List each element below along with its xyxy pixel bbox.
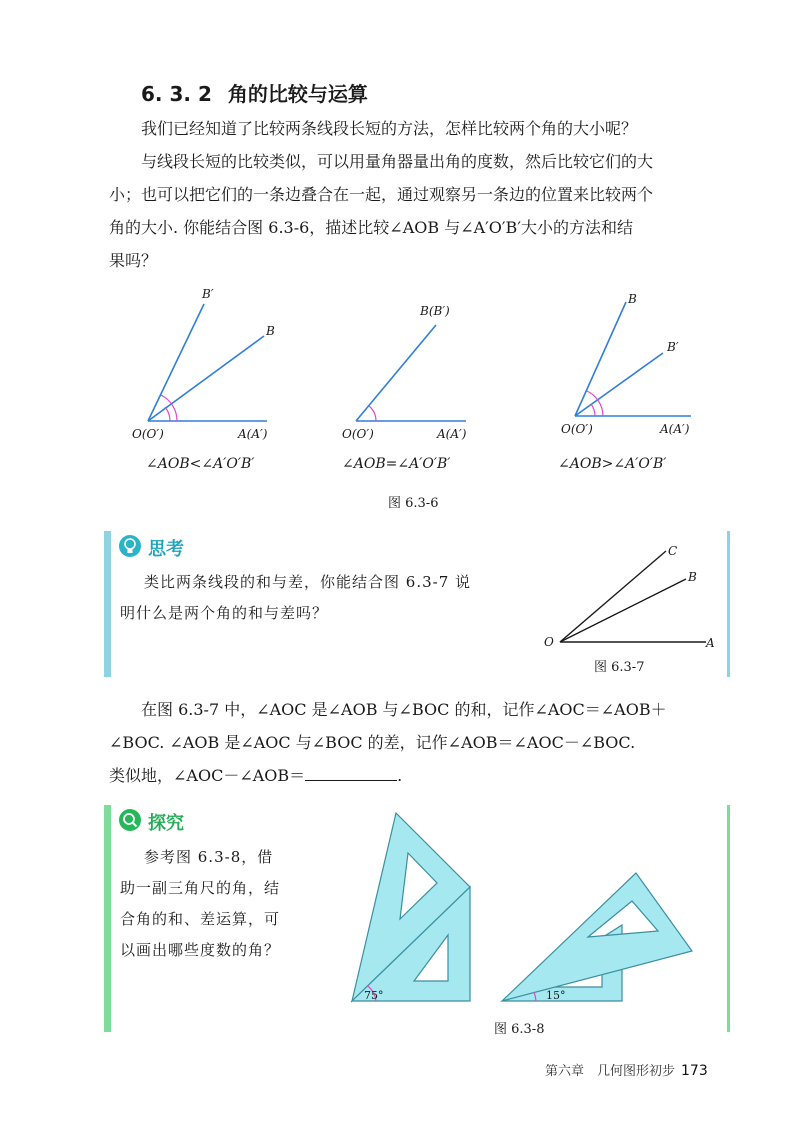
label-b-prime: B′ bbox=[667, 340, 679, 354]
explore-title: 探究 bbox=[148, 813, 184, 834]
paragraph-2-line-3: 角的大小. 你能结合图 6.3-6，描述比较∠AOB 与∠A′O′B′大小的方法和结 bbox=[109, 218, 633, 237]
figure-637 bbox=[534, 537, 719, 657]
label-b-b-prime: B(B′) bbox=[420, 304, 450, 318]
answer-blank[interactable] bbox=[305, 766, 397, 781]
lightbulb-icon bbox=[118, 534, 142, 558]
figure-636-panel-1 bbox=[120, 280, 300, 445]
sum-diff-line-3 bbox=[109, 759, 402, 792]
figure-638-caption: 图 6.3-8 bbox=[494, 1022, 545, 1037]
label-a: A bbox=[706, 636, 715, 650]
set-square-4 bbox=[502, 873, 692, 1001]
paragraph-2-line-1: 与线段长短的比较类似，可以用量角器量出角的度数，然后比较它们的大 bbox=[141, 152, 654, 171]
think-accent-bar bbox=[104, 531, 111, 677]
label-o: O(O′) bbox=[132, 427, 164, 441]
label-o: O bbox=[544, 635, 554, 649]
think-title: 思考 bbox=[148, 539, 184, 560]
think-accent-bar-right bbox=[727, 531, 730, 677]
explore-line-3: 合角的和、差运算，可 bbox=[120, 910, 281, 928]
section-title-text: 角的比较与运算 bbox=[227, 82, 368, 106]
figure-636-caption: 图 6.3-6 bbox=[388, 496, 439, 511]
page-footer bbox=[545, 1060, 708, 1079]
paragraph-2-line-4: 果吗？ bbox=[109, 251, 158, 270]
think-box bbox=[104, 531, 730, 677]
figure-636-panel-2 bbox=[330, 295, 490, 445]
angle-15-label: 15° bbox=[546, 989, 566, 1002]
label-o: O(O′) bbox=[561, 422, 593, 436]
sum-diff-line-2: ∠BOC. ∠AOB 是∠AOC 与∠BOC 的差，记作∠AOB＝∠AOC－∠BOC. bbox=[109, 733, 636, 752]
paragraph-1: 我们已经知道了比较两条线段长短的方法，怎样比较两个角的大小呢？ bbox=[141, 119, 638, 138]
explore-icon bbox=[118, 808, 142, 832]
label-b: B bbox=[266, 324, 275, 338]
figure-638 bbox=[340, 805, 700, 1010]
label-a: A(A′) bbox=[660, 422, 690, 436]
explore-accent-bar bbox=[104, 805, 111, 1032]
sum-diff-line-3-text: 类似地，∠AOC－∠AOB＝ bbox=[109, 766, 306, 785]
compare-panel-3: ∠AOB>∠A′O′B′ bbox=[558, 456, 667, 472]
figure-637-caption: 图 6.3-7 bbox=[594, 660, 645, 675]
section-number: 6. 3. 2 bbox=[141, 82, 212, 106]
explore-line-4: 以画出哪些度数的角？ bbox=[120, 941, 281, 959]
explore-line-2: 助一副三角尺的角，结 bbox=[120, 879, 281, 897]
explore-accent-bar-right bbox=[727, 805, 730, 1032]
figure-636-panel-3 bbox=[548, 285, 708, 445]
label-a: A(A′) bbox=[238, 427, 268, 441]
label-b-prime: B′ bbox=[202, 287, 214, 301]
compare-panel-2: ∠AOB=∠A′O′B′ bbox=[342, 456, 451, 472]
label-o: O(O′) bbox=[342, 427, 374, 441]
compare-panel-1: ∠AOB<∠A′O′B′ bbox=[146, 456, 255, 472]
label-b: B bbox=[628, 292, 637, 306]
explore-line-1: 参考图 6.3-8，借 bbox=[144, 848, 274, 866]
sum-diff-line-1: 在图 6.3-7 中，∠AOC 是∠AOB 与∠BOC 的和，记作∠AOC＝∠AOB＋ bbox=[141, 700, 667, 719]
page-number: 173 bbox=[681, 1063, 708, 1079]
think-line-2: 明什么是两个角的和与差吗？ bbox=[120, 604, 329, 622]
think-line-1: 类比两条线段的和与差，你能结合图 6.3-7 说 bbox=[144, 573, 472, 591]
section-title bbox=[141, 78, 368, 107]
label-a: A(A′) bbox=[437, 427, 467, 441]
angle-75-label: 75° bbox=[364, 989, 384, 1002]
label-b: B bbox=[688, 570, 697, 584]
paragraph-2-line-2: 小；也可以把它们的一条边叠合在一起，通过观察另一条边的位置来比较两个 bbox=[109, 185, 654, 204]
sum-diff-line-3-end: . bbox=[397, 766, 403, 785]
chapter-name: 第六章 几何图形初步 bbox=[545, 1064, 676, 1079]
label-c: C bbox=[668, 544, 678, 558]
